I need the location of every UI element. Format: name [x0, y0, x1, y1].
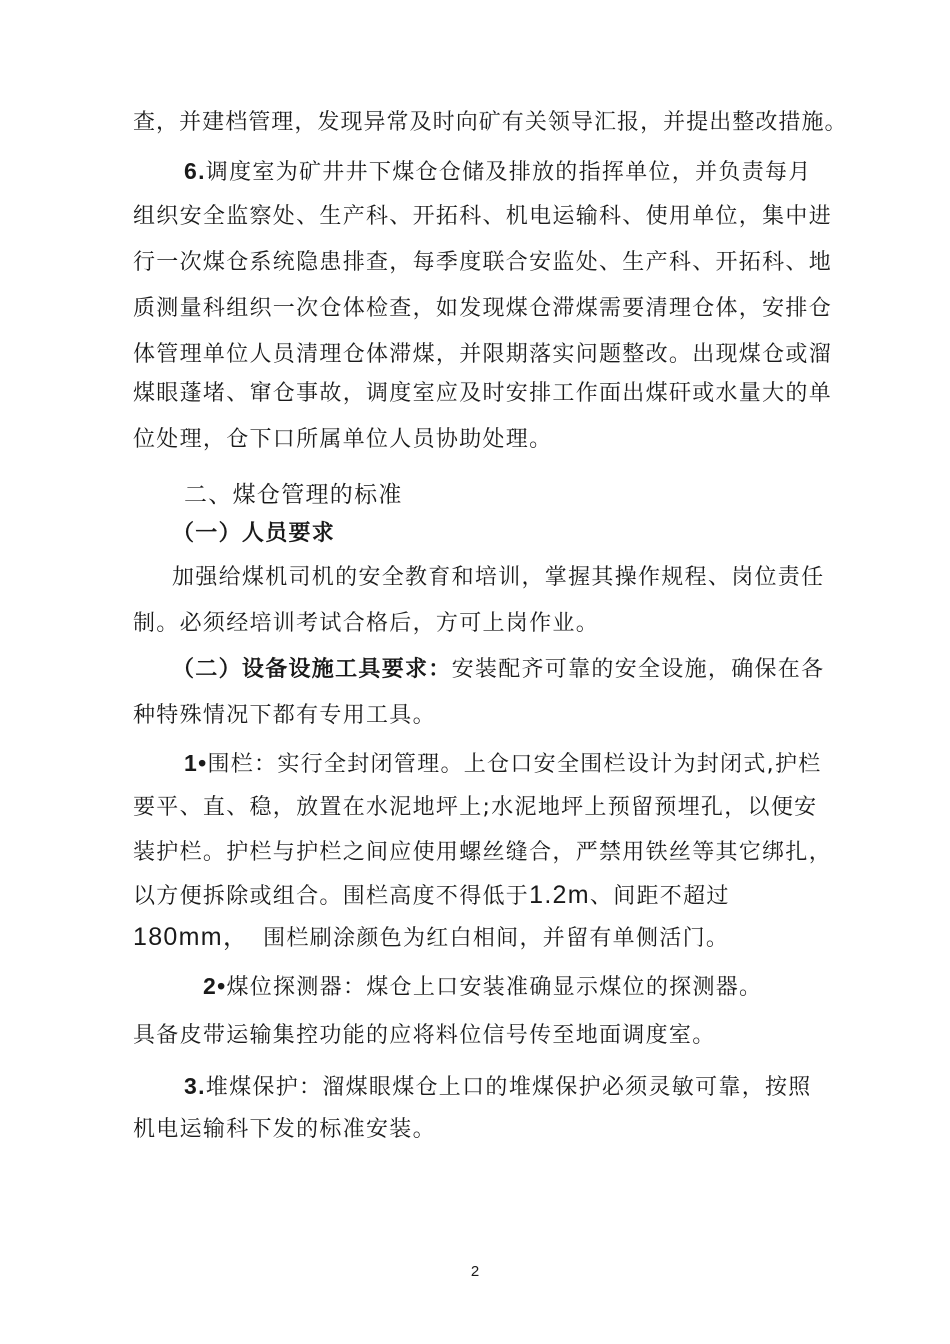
text-span: 要平、直、稳，放置在水泥地坪上;水泥地坪上预留预埋孔，以便安: [133, 795, 818, 820]
item-3-number: 3.: [184, 1073, 206, 1099]
text-span: 以方便拆除或组合。围栏高度不得低于: [133, 884, 530, 909]
text-line: [133, 108, 848, 138]
text-span: 围栏刷涂颜色为红白相间，并留有单侧活门。: [263, 926, 730, 951]
item-2-number: 2•: [203, 973, 227, 999]
item-1-line-1: [184, 748, 822, 780]
subsection-2-line-1: [172, 655, 824, 685]
text-span: 机电运输科下发的标准安装。: [133, 1117, 436, 1142]
section-heading: [184, 480, 403, 510]
item-6-line-6: [133, 379, 832, 409]
text-span: 安装配齐可靠的安全设施，确保在各: [451, 657, 825, 682]
subsection-1-heading: [172, 519, 335, 549]
text-span: 装护栏。护栏与护栏之间应使用螺丝缝合，严禁用铁丝等其它绑扎，: [133, 840, 833, 865]
item-1-line-4: [133, 880, 730, 912]
item-6-line-7: [133, 425, 552, 455]
item-1-line-5: [133, 922, 729, 954]
item-2-line-1: [203, 971, 762, 1003]
subsection-title: （一）人员要求: [172, 521, 336, 546]
item-2-line-2: [133, 1021, 716, 1051]
section-title: 二、煤仓管理的标准: [184, 482, 403, 508]
item-6-line-3: [133, 248, 832, 278]
item-6-text: 调度室为矿井井下煤仓仓储及排放的指挥单位，并负责每月: [205, 160, 812, 185]
item-3-line-1: [184, 1071, 812, 1103]
text-span: 行一次煤仓系统隐患排查，每季度联合安监处、生产科、开拓科、地: [133, 250, 833, 275]
subsection-2-line-2: [133, 701, 436, 731]
item-1-number: 1•: [184, 750, 208, 776]
subsection-1-line-1: [172, 563, 824, 593]
text-span: 煤眼蓬堵、窜仓事故，调度室应及时安排工作面出煤矸或水量大的单: [133, 381, 833, 406]
text-span: 加强给煤机司机的安全教育和培训，掌握其操作规程、岗位责任: [172, 565, 825, 590]
text-span: 种特殊情况下都有专用工具。: [133, 703, 436, 728]
item-6-line-2: [133, 202, 832, 232]
text-span: 组织安全监察处、生产科、开拓科、机电运输科、使用单位，集中进: [133, 204, 833, 229]
text-span: 体管理单位人员清理仓体滞煤，并限期落实问题整改。出现煤仓或溜: [133, 342, 833, 367]
text-span: 煤位探测器：煤仓上口安装准确显示煤位的探测器。: [226, 975, 763, 1000]
paragraph-continuation: 查，并建档管理，发现异常及时向矿有关领导汇报，并提出整改措施。: [133, 110, 848, 135]
item-1-line-2: [133, 793, 817, 823]
item-6-line-1: [184, 156, 812, 188]
item-6-number: 6.: [184, 158, 206, 184]
text-span: 、间距不超过: [589, 884, 730, 909]
item-6-line-5: [133, 340, 832, 370]
page-number: 2: [470, 1263, 480, 1280]
text-span: 堆煤保护：溜煤眼煤仓上口的堆煤保护必须灵敏可靠，按照: [205, 1075, 812, 1100]
item-3-line-2: [133, 1115, 436, 1145]
text-span: 位处理，仓下口所属单位人员协助处理。: [133, 427, 553, 452]
height-value: 1.2m: [529, 881, 590, 909]
text-span: 围栏：实行全封闭管理。上仓口安全围栏设计为封闭式,护栏: [207, 752, 822, 777]
spacing-value: 180mm，: [133, 923, 250, 951]
text-span: 具备皮带运输集控功能的应将料位信号传至地面调度室。: [133, 1023, 716, 1048]
text-span: 制。必须经培训考试合格后，方可上岗作业。: [133, 611, 600, 636]
item-6-line-4: [133, 294, 832, 324]
text-span: 质测量科组织一次仓体检查，如发现煤仓滞煤需要清理仓体，安排仓: [133, 296, 833, 321]
item-1-line-3: [133, 838, 832, 868]
subsection-1-line-2: [133, 609, 599, 639]
subsection-title: （二）设备设施工具要求：: [172, 657, 452, 682]
